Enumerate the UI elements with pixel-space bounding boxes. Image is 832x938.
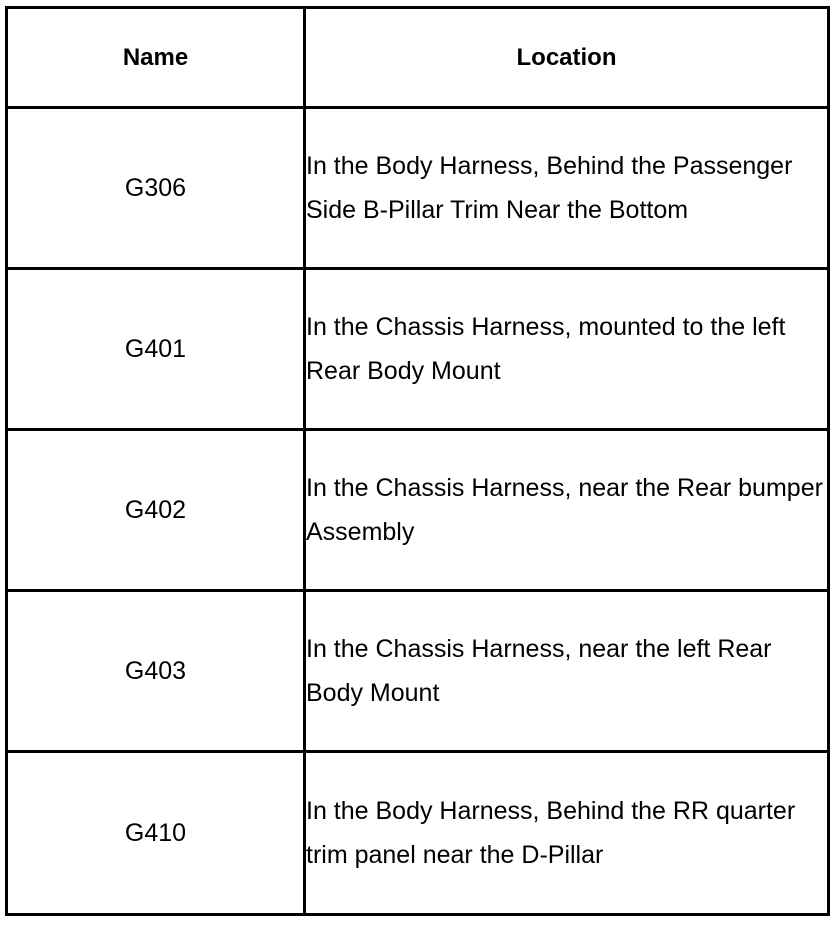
table-row <box>7 752 829 915</box>
name-cell: G401 <box>7 269 305 430</box>
ground-location-table <box>5 6 830 916</box>
table-row <box>7 430 829 591</box>
header-row <box>7 8 829 108</box>
location-cell: In the Chassis Harness, near the left Rear Body Mount <box>305 591 829 752</box>
table-row <box>7 108 829 269</box>
location-cell: In the Body Harness, Behind the RR quarter trim panel near the D-Pillar <box>305 752 829 915</box>
column-header-location: Location <box>305 8 829 108</box>
location-cell: In the Body Harness, Behind the Passenger Side B-Pillar Trim Near the Bottom <box>305 108 829 269</box>
name-cell: G402 <box>7 430 305 591</box>
location-cell: In the Chassis Harness, mounted to the left Rear Body Mount <box>305 269 829 430</box>
location-cell: In the Chassis Harness, near the Rear bumper Assembly <box>305 430 829 591</box>
name-cell: G403 <box>7 591 305 752</box>
table-row <box>7 591 829 752</box>
name-cell: G410 <box>7 752 305 915</box>
column-header-name: Name <box>7 8 305 108</box>
table-row <box>7 269 829 430</box>
name-cell: G306 <box>7 108 305 269</box>
